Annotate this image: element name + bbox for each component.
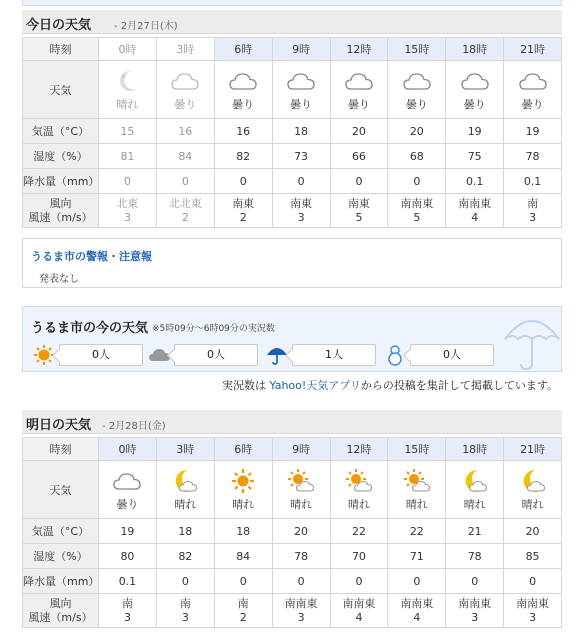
label-weather: 天気 — [23, 61, 99, 119]
weather-cell — [99, 61, 157, 119]
weather-label: 曇り — [463, 98, 486, 111]
wind-speed: 4 — [355, 610, 363, 624]
warning-body: 発表なし — [39, 274, 79, 285]
wind-cell — [446, 194, 504, 228]
wind-speed: 3 — [123, 610, 131, 624]
humidity-cell: 71 — [388, 544, 446, 569]
cloud-icon — [344, 69, 374, 93]
temperature-cell: 18 — [272, 119, 330, 144]
weather-cell — [156, 61, 214, 119]
precipitation-cell: 0 — [504, 569, 562, 594]
precipitation-cell: 0.1 — [504, 169, 562, 194]
time-cell: 12時 — [330, 438, 388, 461]
wind-direction: 南 — [527, 196, 539, 210]
wind-cell — [388, 594, 446, 628]
weather-label: 晴れ — [521, 498, 544, 511]
weather-label: 晴れ — [290, 498, 313, 511]
wind-speed: 3 — [297, 610, 305, 624]
humidity-cell: 75 — [446, 144, 504, 169]
humidity-cell: 82 — [156, 544, 214, 569]
wind-direction: 南南東 — [342, 596, 376, 610]
current-weather-panel — [22, 306, 562, 372]
wind-cell — [272, 194, 330, 228]
wind-direction: 南東 — [347, 196, 370, 210]
wind-direction: 南 — [121, 596, 133, 610]
precipitation-cell: 0 — [214, 569, 272, 594]
temperature-cell: 19 — [446, 119, 504, 144]
time-cell: 3時 — [156, 38, 214, 61]
humidity-cell: 73 — [272, 144, 330, 169]
label-temperature: 気温（°C） — [23, 519, 99, 544]
temperature-cell: 20 — [504, 519, 562, 544]
wind-direction: 南東 — [232, 196, 255, 210]
weather-label: 晴れ — [232, 498, 255, 511]
time-cell: 21時 — [504, 38, 562, 61]
wind-direction: 南南東 — [458, 196, 492, 210]
sun-cloud-icon — [402, 469, 432, 493]
weather-cell — [214, 61, 272, 119]
weather-label: 晴れ — [463, 498, 486, 511]
precipitation-cell: 0 — [388, 569, 446, 594]
precipitation-cell: 0.1 — [99, 569, 157, 594]
wind-cell — [504, 194, 562, 228]
time-cell: 12時 — [330, 38, 388, 61]
cloud-icon — [460, 69, 490, 93]
time-cell: 9時 — [272, 38, 330, 61]
wind-cell — [388, 194, 446, 228]
temperature-cell: 18 — [214, 519, 272, 544]
time-cell: 15時 — [388, 38, 446, 61]
humidity-cell: 82 — [214, 144, 272, 169]
weather-cell — [99, 461, 157, 519]
weather-cell — [388, 461, 446, 519]
umbrella-watermark-icon — [501, 309, 562, 372]
tomorrow-forecast-table — [22, 437, 562, 628]
wind-speed: 3 — [529, 610, 537, 624]
weather-label: 晴れ — [116, 98, 139, 111]
wind-cell — [99, 194, 157, 228]
wind-speed: 3 — [123, 210, 131, 224]
weather-cell — [272, 61, 330, 119]
humidity-cell: 84 — [156, 144, 214, 169]
wind-speed: 3 — [471, 610, 479, 624]
time-cell: 18時 — [446, 38, 504, 61]
svg-text:★: ★ — [120, 72, 128, 81]
moon-sun-icon — [460, 469, 490, 493]
precipitation-cell: 0 — [156, 569, 214, 594]
weather-label: 晴れ — [347, 498, 370, 511]
humidity-cell: 70 — [330, 544, 388, 569]
label-precipitation: 降水量（mm） — [23, 569, 99, 594]
wind-speed: 3 — [529, 210, 537, 224]
yahoo-weather-app-link[interactable]: Yahoo!天気アプリ — [269, 379, 361, 392]
today-date: - 2月27日(木) — [114, 21, 178, 32]
label-wind: 風向 風速（m/s） — [23, 194, 99, 228]
tomorrow-date: - 2月28日(金) — [102, 421, 166, 432]
wind-speed: 3 — [297, 210, 305, 224]
time-cell: 6時 — [214, 38, 272, 61]
label-time: 時刻 — [23, 438, 99, 461]
label-humidity: 湿度（%） — [23, 544, 99, 569]
wind-speed: 2 — [239, 210, 247, 224]
count-cloudy — [148, 344, 225, 366]
time-cell: 9時 — [272, 438, 330, 461]
time-cell: 6時 — [214, 438, 272, 461]
temperature-cell: 15 — [99, 119, 157, 144]
wind-direction: 北北東 — [168, 196, 202, 210]
wind-cell — [156, 594, 214, 628]
cloud-icon — [112, 469, 142, 493]
wind-cell — [156, 194, 214, 228]
humidity-cell: 78 — [504, 144, 562, 169]
weather-cell — [388, 61, 446, 119]
weather-label: 曇り — [174, 98, 197, 111]
label-weather: 天気 — [23, 461, 99, 519]
weather-label: 晴れ — [405, 498, 428, 511]
weather-cell — [504, 61, 562, 119]
temperature-cell: 21 — [446, 519, 504, 544]
cloud-icon — [170, 69, 200, 93]
warning-box — [22, 238, 562, 288]
cloud-icon — [518, 69, 548, 93]
today-section-header — [22, 10, 562, 34]
temperature-cell: 20 — [388, 119, 446, 144]
wind-speed: 2 — [239, 610, 247, 624]
wind-cell — [214, 194, 272, 228]
temperature-cell: 18 — [156, 519, 214, 544]
weather-label: 曇り — [232, 98, 255, 111]
temperature-cell: 22 — [388, 519, 446, 544]
weather-cell — [330, 61, 388, 119]
precipitation-cell: 0 — [388, 169, 446, 194]
count-snowy — [384, 344, 461, 366]
moon-sun-icon — [170, 469, 200, 493]
weather-cell — [446, 461, 504, 519]
wind-direction: 南 — [179, 596, 191, 610]
count-sunny — [33, 344, 110, 366]
time-cell: 0時 — [99, 38, 157, 61]
humidity-cell: 78 — [272, 544, 330, 569]
temperature-cell: 16 — [156, 119, 214, 144]
weather-cell — [446, 61, 504, 119]
time-cell: 15時 — [388, 438, 446, 461]
current-weather-title: うるま市の今の天気 — [31, 321, 149, 336]
humidity-cell: 68 — [388, 144, 446, 169]
weather-label: 曇り — [521, 98, 544, 111]
wind-direction: 南南東 — [400, 596, 434, 610]
temperature-cell: 19 — [504, 119, 562, 144]
wind-direction: 北東 — [116, 196, 139, 210]
temperature-cell: 16 — [214, 119, 272, 144]
wind-speed: 5 — [355, 210, 363, 224]
precipitation-cell: 0 — [272, 169, 330, 194]
moon-sun-icon — [518, 469, 548, 493]
wind-direction: 南 — [237, 596, 249, 610]
precipitation-cell: 0.1 — [446, 169, 504, 194]
count-rainy-value: 1人 — [292, 344, 376, 366]
temperature-cell: 22 — [330, 519, 388, 544]
wind-cell — [99, 594, 157, 628]
count-snowy-value: 0人 — [410, 344, 494, 366]
wind-cell — [214, 594, 272, 628]
wind-direction: 南南東 — [516, 596, 550, 610]
warning-link[interactable]: うるま市の警報・注意報 — [31, 250, 152, 263]
precipitation-cell: 0 — [214, 169, 272, 194]
weather-label: 曇り — [290, 98, 313, 111]
wind-speed: 5 — [413, 210, 421, 224]
weather-label: 曇り — [347, 98, 370, 111]
cloud-icon — [228, 69, 258, 93]
source-note: 実況数は Yahoo!天気アプリからの投稿を集計して掲載しています。 — [222, 379, 558, 392]
wind-speed: 2 — [181, 210, 189, 224]
today-title: 今日の天気 — [26, 18, 92, 33]
weather-cell — [156, 461, 214, 519]
weather-label: 曇り — [405, 98, 428, 111]
precipitation-cell: 0 — [272, 569, 330, 594]
humidity-cell: 78 — [446, 544, 504, 569]
label-precipitation: 降水量（mm） — [23, 169, 99, 194]
count-sunny-value: 0人 — [59, 344, 143, 366]
count-rainy — [266, 344, 343, 366]
time-cell: 0時 — [99, 438, 157, 461]
today-forecast-table — [22, 37, 562, 228]
time-cell: 3時 — [156, 438, 214, 461]
weather-cell — [330, 461, 388, 519]
precipitation-cell: 0 — [156, 169, 214, 194]
time-cell: 21時 — [504, 438, 562, 461]
wind-direction: 南南東 — [400, 196, 434, 210]
weather-cell — [272, 461, 330, 519]
precipitation-cell: 0 — [99, 169, 157, 194]
wind-cell — [330, 194, 388, 228]
wind-direction: 南東 — [290, 196, 313, 210]
tomorrow-title: 明日の天気 — [26, 418, 92, 433]
humidity-cell: 66 — [330, 144, 388, 169]
temperature-cell: 19 — [99, 519, 157, 544]
humidity-cell: 80 — [99, 544, 157, 569]
moon-icon — [112, 69, 142, 93]
label-humidity: 湿度（%） — [23, 144, 99, 169]
wind-speed: 3 — [181, 610, 189, 624]
wind-direction: 南南東 — [458, 596, 492, 610]
wind-cell — [330, 594, 388, 628]
weather-label: 曇り — [116, 498, 139, 511]
wind-cell — [272, 594, 330, 628]
sun-cloud-icon — [344, 469, 374, 493]
precipitation-cell: 0 — [446, 569, 504, 594]
weather-cell — [214, 461, 272, 519]
label-time: 時刻 — [23, 38, 99, 61]
humidity-cell: 84 — [214, 544, 272, 569]
temperature-cell: 20 — [330, 119, 388, 144]
cloud-icon — [286, 69, 316, 93]
count-cloudy-value: 0人 — [174, 344, 258, 366]
wind-speed: 4 — [471, 210, 479, 224]
wind-cell — [504, 594, 562, 628]
humidity-cell: 85 — [504, 544, 562, 569]
time-cell: 18時 — [446, 438, 504, 461]
temperature-cell: 20 — [272, 519, 330, 544]
wind-speed: 4 — [413, 610, 421, 624]
top-bar — [22, 0, 562, 6]
wind-cell — [446, 594, 504, 628]
cloud-icon — [402, 69, 432, 93]
label-wind: 風向 風速（m/s） — [23, 594, 99, 628]
tomorrow-section-header — [22, 410, 562, 434]
wind-direction: 南南東 — [284, 596, 318, 610]
humidity-cell: 81 — [99, 144, 157, 169]
precipitation-cell: 0 — [330, 569, 388, 594]
precipitation-cell: 0 — [330, 169, 388, 194]
label-temperature: 気温（°C） — [23, 119, 99, 144]
weather-cell — [504, 461, 562, 519]
current-weather-subtitle: ※5時09分〜6時09分の実況数 — [152, 324, 275, 334]
weather-label: 晴れ — [174, 498, 197, 511]
sun-cloud-icon — [286, 469, 316, 493]
sun-icon — [228, 469, 258, 493]
